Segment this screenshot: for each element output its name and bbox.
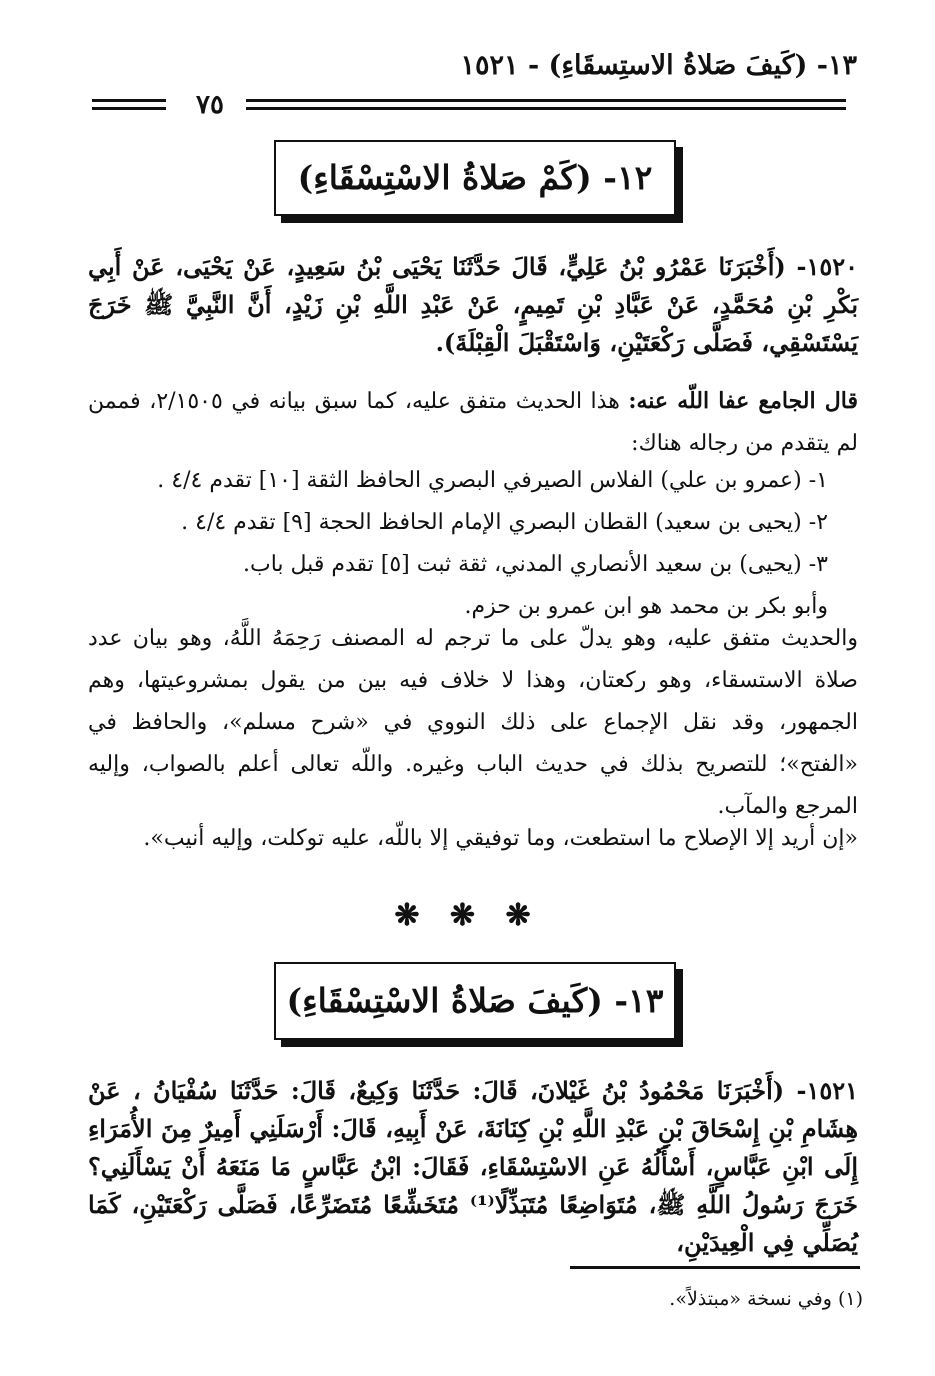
section-12-title-box [274, 140, 676, 216]
abu-bakr-note: وأبو بكر بن محمد هو ابن عمرو بن حزم. [464, 594, 828, 619]
narrator-item: ٢- (يحيى بن سعيد) القطان البصري الإمام الحافظ الحجة [٩] تقدم ٤/٤ . [181, 510, 828, 535]
discussion-paragraph: والحديث متفق عليه، وهو يدلّ على ما ترجم له المصنف رَحِمَهُ اللَّهُ، وهو بيان عدد صلاة الاستسقاء، وهو ركعتان، وهذا لا خلاف فيه بين من يقول بمشروعيتها، وهم الجمهور، وقد نقل الإجماع على ذلك النووي في «شرح مسلم»، والحافظ في «الفتح»؛ للتصريح بذلك في حديث الباب وغيره. واللّه تعالى أعلم بالصواب، وإليه المرجع والمآب. [88, 626, 858, 819]
page-number: ٧٥ [196, 90, 224, 120]
section-13-title: ١٣- (كَيفَ صَلاةُ الاسْتِسْقَاءِ) [286, 981, 664, 1020]
hadith-1520-text: ١٥٢٠- (أَخْبَرَنَا عَمْرُو بْنُ عَلِيٍّ، قَالَ حَدَّثَنَا يَحْيَى بْنُ سَعِيدٍ، عَنْ يَحْيَى، عَنْ أَبِي بَكْرِ بْنِ مُحَمَّدٍ، عَنْ عَبَّادِ بْنِ تَمِيمٍ، عَنْ عَبْدِ اللَّهِ بْنِ زَيْدٍ، أَنَّ النَّبِيَّ ﷺ خَرَجَ يَسْتَسْقِي، فَصَلَّى رَكْعَتَيْنِ، وَاسْتَقْبَلَ الْقِبْلَةَ). [88, 252, 858, 357]
section-12-title: ١٢- (كَمْ صَلاةُ الاسْتِسْقَاءِ) [297, 158, 653, 197]
header-rule [246, 99, 846, 102]
jami-text: هذا الحديث متفق عليه، كما سبق بيانه في ٢/١٥٠٥، فممن لم يتقدم من رجاله هناك: [88, 389, 858, 456]
header-rule [92, 99, 166, 102]
running-header-title: ١٣- (كَيفَ صَلاةُ الاستِسقَاءِ) - ١٥٢١ [460, 50, 857, 81]
header-rule [246, 107, 846, 110]
footnote: (١) وفي نسخة «مبتذلاً». [669, 1288, 863, 1310]
header-rule [92, 107, 166, 110]
jami-label: قال الجامع عفا اللّه عنه: [628, 388, 858, 414]
narrator-item: ٣- (يحيى) بن سعيد الأنصاري المدني، ثقة ثبت [٥] تقدم قبل باب. [243, 552, 828, 577]
closing-quote: «إن أريد إلا الإصلاح ما استطعت، وما توفيقي إلا باللّه، عليه توكلت، وإليه أنيب». [143, 826, 858, 851]
hadith-1521-text: ١٥٢١- (أَخْبَرَنَا مَحْمُودُ بْنُ غَيْلانَ، قَالَ: حَدَّثَنَا وَكِيعٌ، قَالَ: حَدَّثَنَا سُفْيَانُ ، عَنْ هِشَامِ بْنِ إِسْحَاقَ بْنِ عَبْدِ اللَّهِ بْنِ كِنَانَةَ، عَنْ أَبِيهِ، قَالَ: أَرْسَلَنِي أَمِيرٌ مِنَ الأُمَرَاءِ إِلَى ابْنِ عَبَّاسٍ، أَسْأَلُهُ عَنِ الاسْتِسْقَاءِ، فَقَالَ: ابْنُ عَبَّاسٍ مَا مَنَعَهُ أَنْ يَسْأَلَنِي؟ خَرَجَ رَسُولُ اللَّهِ ﷺ، مُتَوَاضِعًا مُتَبَذِّلًا⁽¹⁾ مُتَخَشِّعًا مُتَضَرِّعًا، فَصَلَّى رَكْعَتَيْنِ، كَمَا يُصَلِّي فِي الْعِيدَيْنِ، [88, 1076, 858, 1257]
narrator-item: ١- (عمرو بن علي) الفلاس الصيرفي البصري الحافظ الثقة [١٠] تقدم ٤/٤ . [157, 468, 828, 493]
jami-commentary [88, 380, 858, 465]
section-separator: ❋ ❋ ❋ [394, 898, 541, 933]
footnote-rule [570, 1266, 860, 1269]
section-13-title-box [274, 962, 676, 1040]
